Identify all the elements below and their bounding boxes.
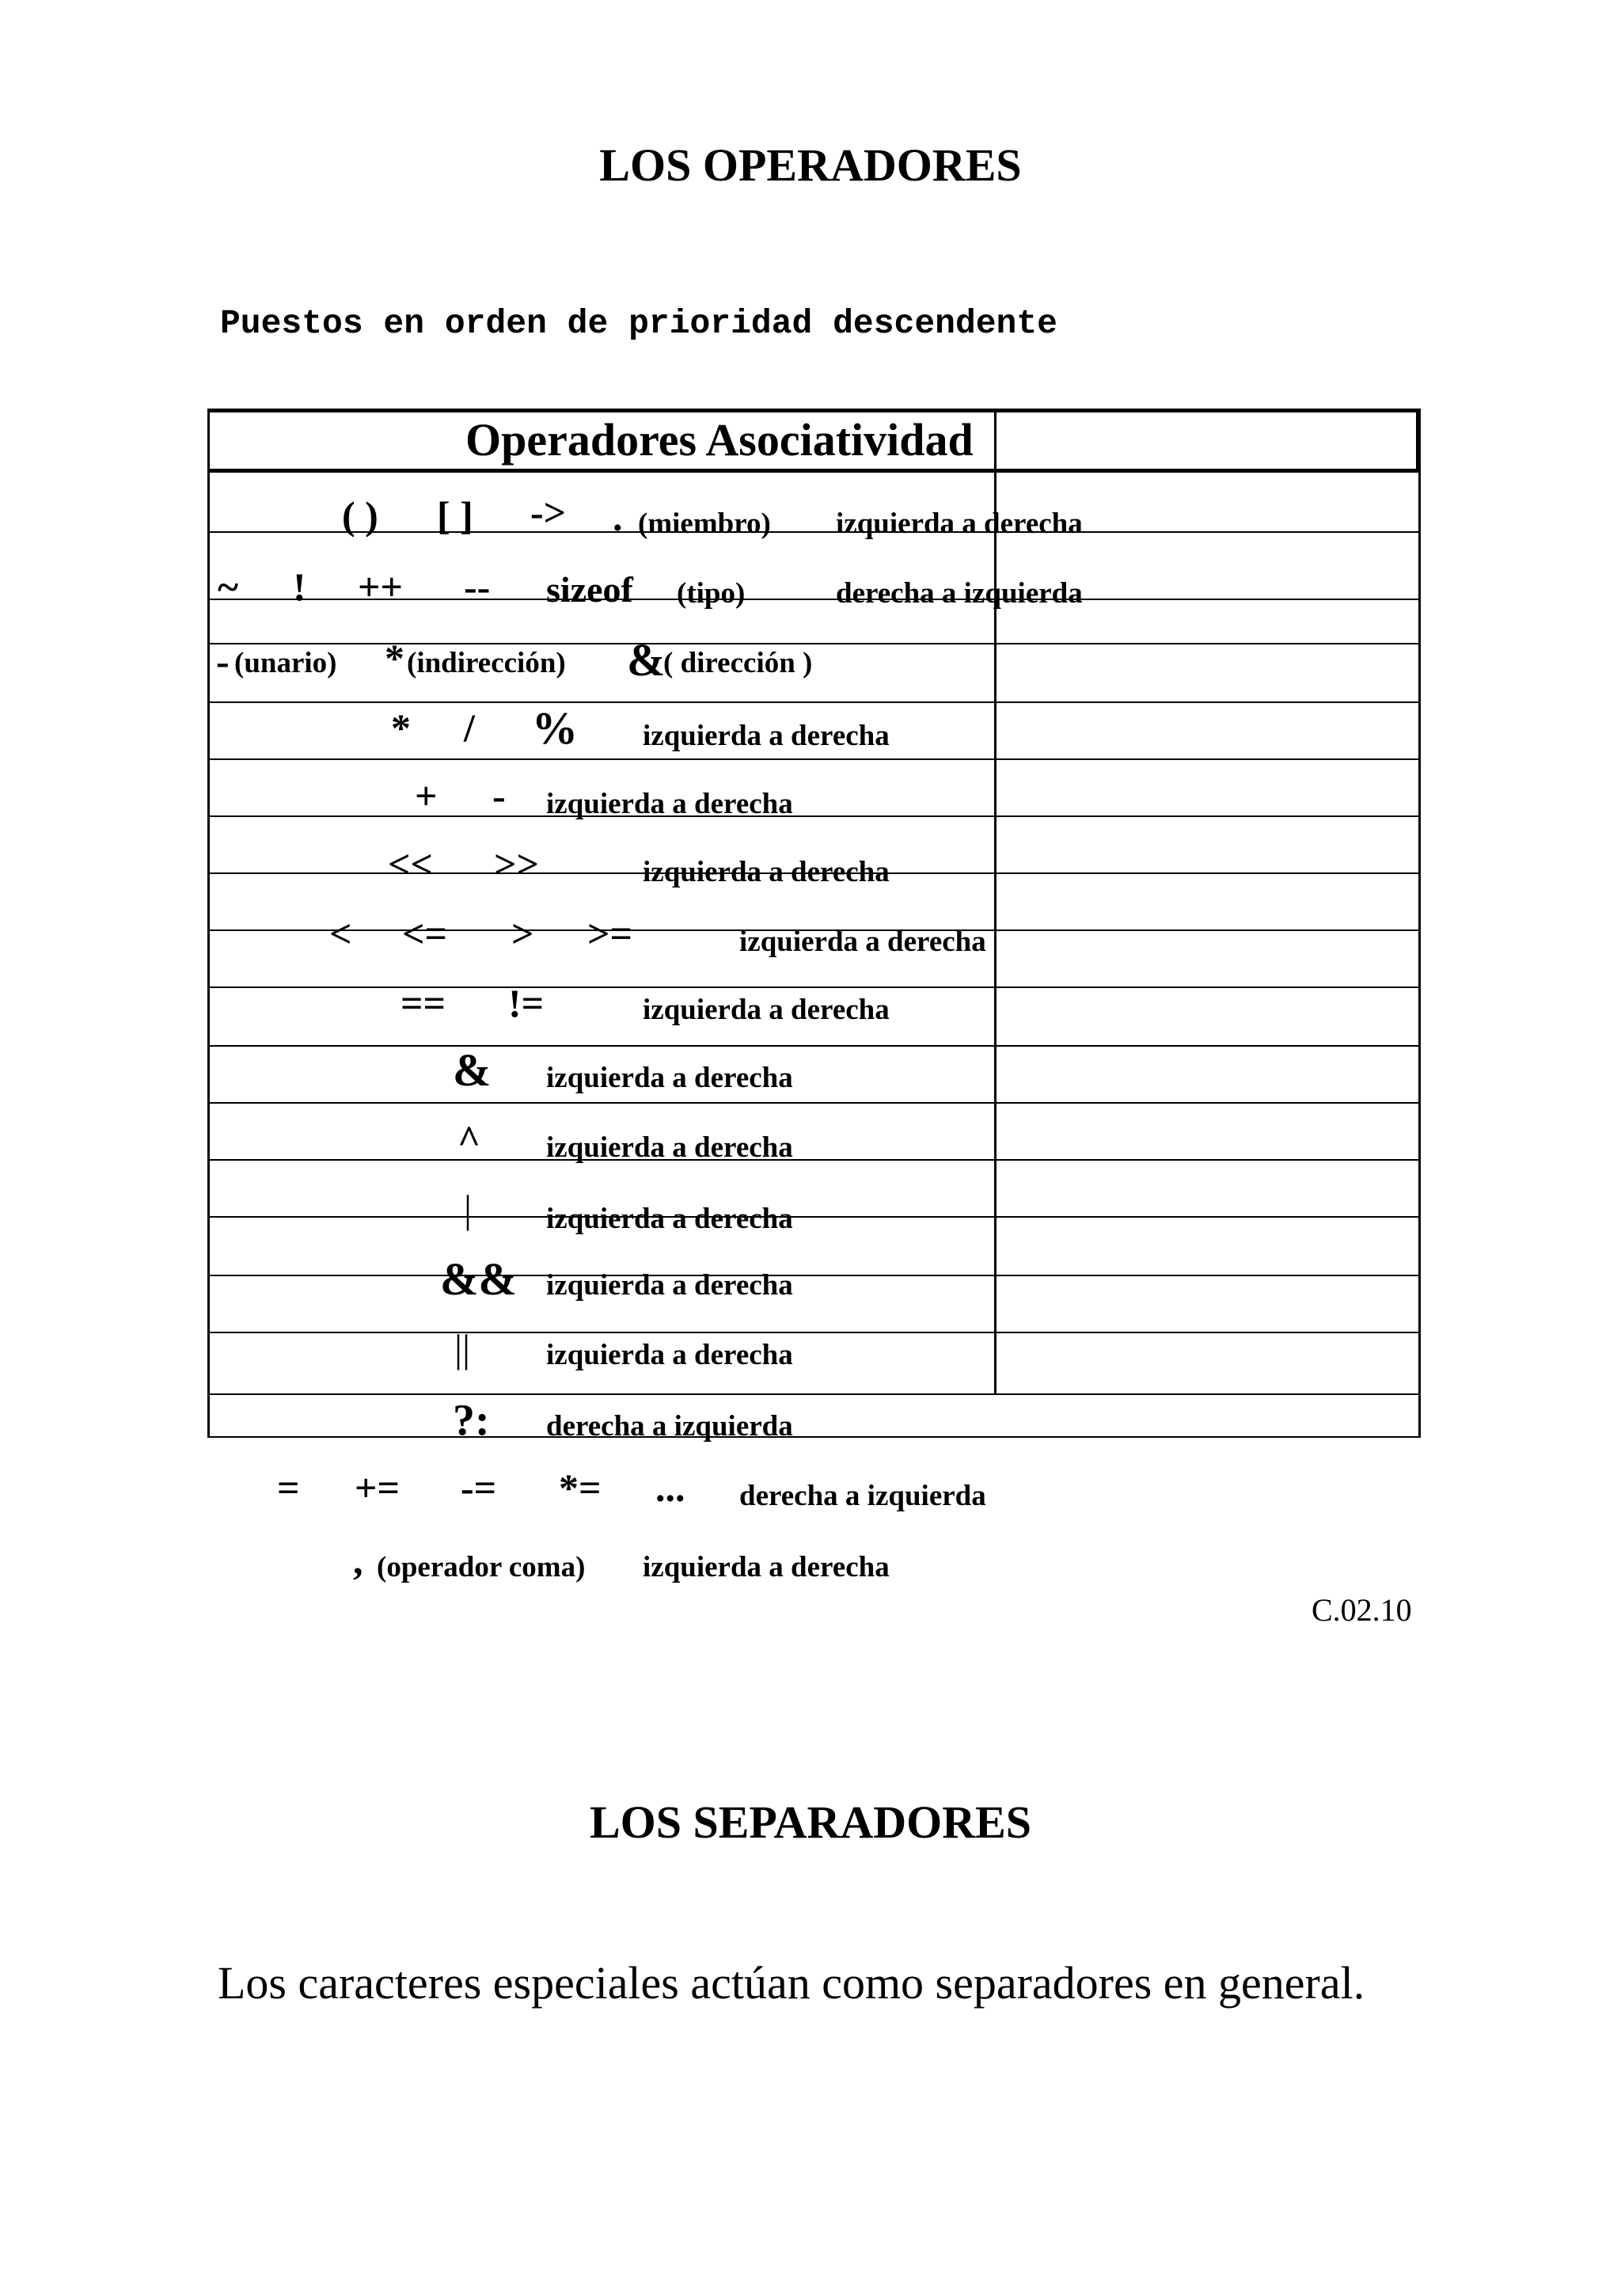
assoc-text: derecha a izquierda (836, 577, 1083, 610)
op-arrow: -> (530, 490, 567, 534)
op-tilde: ~ (218, 564, 239, 609)
assoc-text: izquierda a derecha (546, 1339, 793, 1371)
op-logical-and: && (440, 1253, 517, 1305)
assoc-text: izquierda a derecha (643, 856, 890, 888)
operators-table (207, 409, 1421, 1438)
op-comma: , (353, 1538, 363, 1583)
op-modulo: % (532, 702, 578, 754)
op-unary-minus: - (216, 639, 230, 683)
row-divider (207, 531, 1421, 533)
op-shift-left: << (388, 842, 433, 886)
subtitle: Puestos en orden de prioridad descendente (220, 304, 1057, 343)
row-divider (207, 1159, 1421, 1161)
op-not-equal: != (508, 981, 545, 1025)
row-divider (207, 1102, 1421, 1104)
op-logical-or: || (454, 1326, 471, 1370)
assoc-text: izquierda a derecha (739, 926, 986, 958)
op-dot: . (613, 495, 623, 539)
note-operador-coma: (operador coma) (377, 1551, 586, 1583)
table-border-bottom (207, 1436, 1421, 1438)
note-miembro: (miembro) (638, 507, 771, 540)
assoc-text: derecha a izquierda (739, 1480, 986, 1512)
op-plus-assign: += (355, 1465, 400, 1510)
note-unario: (unario) (234, 647, 337, 679)
op-multiply: * (391, 705, 411, 750)
assoc-text: izquierda a derecha (546, 1269, 793, 1302)
row-divider (207, 758, 1421, 760)
page-title: LOS OPERADORES (599, 139, 1022, 191)
table-header-border (207, 469, 1421, 473)
table-header-right-edge (1416, 409, 1421, 469)
op-multiply-assign: *= (559, 1465, 602, 1510)
column-divider (994, 409, 997, 1393)
op-xor: ^ (457, 1117, 481, 1161)
table-border-right (1418, 409, 1421, 1438)
op-parens: ( ) (342, 493, 378, 538)
assoc-text: izquierda a derecha (643, 994, 890, 1026)
op-plus: + (415, 774, 438, 818)
op-indirection: * (385, 636, 404, 680)
note-direccion: ( dirección ) (663, 647, 813, 679)
op-shift-right: >> (494, 842, 539, 886)
assoc-text: izquierda a derecha (643, 720, 890, 752)
note-indireccion: (indirección) (407, 647, 566, 679)
row-divider (207, 1216, 1421, 1218)
row-divider (207, 1045, 1421, 1047)
body-paragraph: Los caracteres especiales actúan como separadores en general. (218, 1957, 1365, 2009)
row-divider (207, 815, 1421, 817)
op-less-equal: <= (402, 911, 447, 956)
assoc-text: izquierda a derecha (546, 1203, 793, 1235)
section-title: LOS SEPARADORES (589, 1796, 1032, 1848)
row-divider (207, 701, 1421, 703)
row-divider (207, 1275, 1421, 1276)
table-border-top (207, 409, 1421, 412)
row-divider (207, 1393, 1421, 1395)
row-divider (207, 986, 1421, 988)
assoc-text: izquierda a derecha (546, 1131, 793, 1164)
assoc-text: izquierda a derecha (546, 1062, 793, 1094)
op-sizeof: sizeof (546, 569, 633, 610)
op-ellipsis: ... (655, 1465, 685, 1510)
op-increment: ++ (358, 564, 403, 609)
assoc-text: izquierda a derecha (836, 507, 1083, 540)
op-assign: = (277, 1465, 300, 1510)
page-reference: C.02.10 (1312, 1592, 1412, 1628)
op-divide: / (464, 705, 475, 750)
op-minus: - (492, 774, 506, 818)
op-brackets: [ ] (437, 493, 473, 538)
op-equal: == (401, 981, 446, 1025)
op-not: ! (293, 564, 306, 609)
op-decrement: -- (464, 564, 491, 609)
op-less: < (329, 911, 352, 956)
assoc-text: izquierda a derecha (643, 1551, 890, 1583)
op-bitwise-or: | (464, 1187, 473, 1231)
table-header: Operadores Asociatividad (465, 414, 974, 466)
op-greater-equal: >= (587, 911, 632, 956)
row-divider (207, 1332, 1421, 1333)
op-bitwise-and: & (453, 1044, 492, 1096)
assoc-text: derecha a izquierda (546, 1410, 793, 1443)
op-ternary: ?: (453, 1396, 490, 1445)
op-address: & (627, 634, 666, 686)
assoc-text: izquierda a derecha (546, 788, 793, 820)
table-border-left (207, 409, 210, 1438)
op-greater: > (511, 911, 534, 956)
op-minus-assign: -= (461, 1465, 497, 1510)
note-tipo: (tipo) (677, 577, 746, 610)
